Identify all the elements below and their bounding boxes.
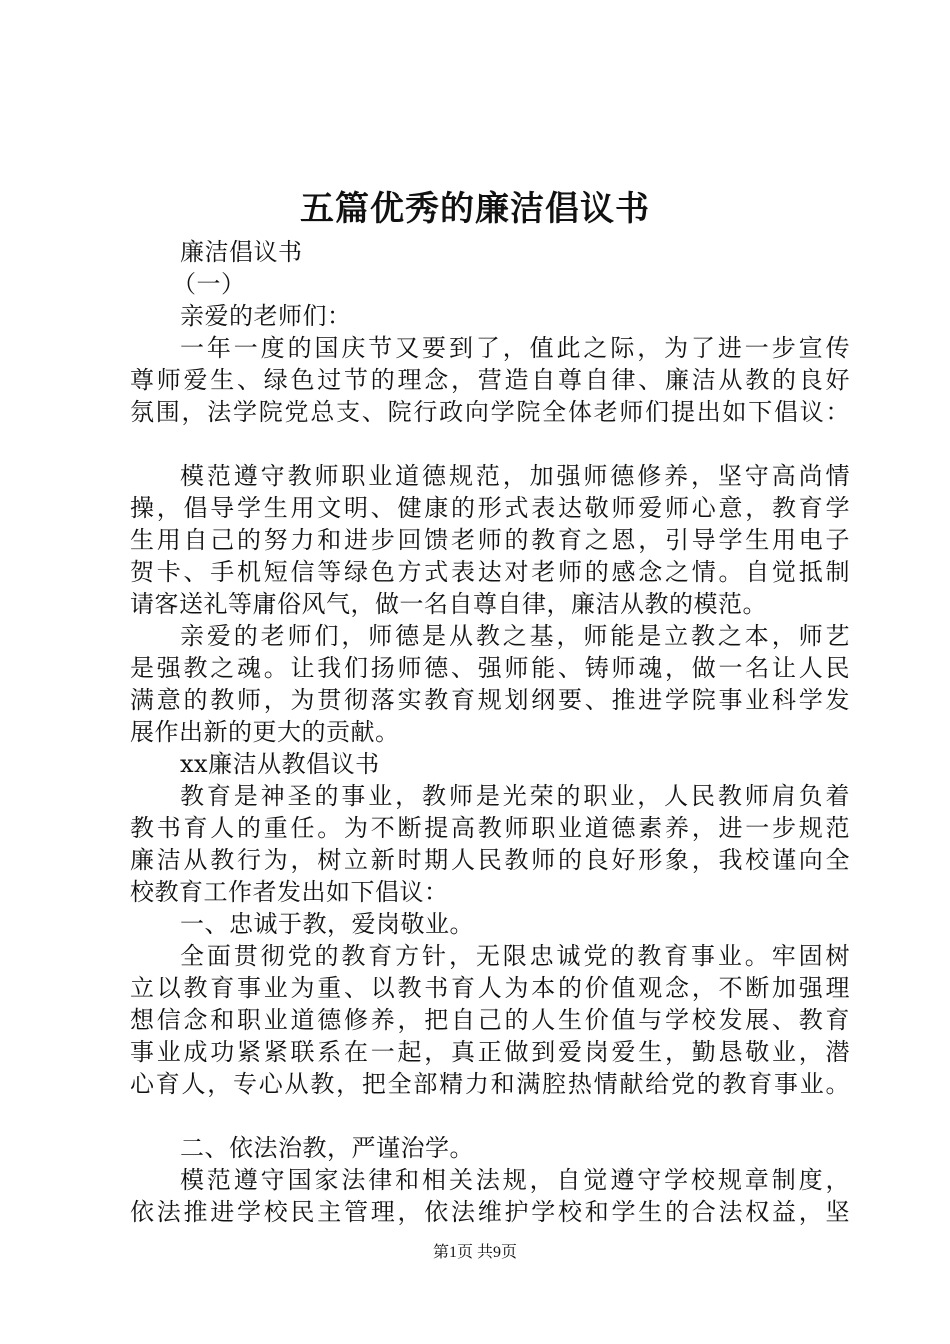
text-line: 尊师爱生、绿色过节的理念，营造自尊自律、廉洁从教的良好 (130, 366, 850, 394)
item-heading: 一、忠诚于教，爱岗敬业。 (180, 910, 474, 938)
text-line: 氛围，法学院党总支、院行政向学院全体老师们提出如下倡议： (130, 398, 850, 426)
text-line: 依法推进学校民主管理，依法维护学校和学生的合法权益，坚 (130, 1198, 850, 1226)
salutation: 亲爱的老师们： (180, 302, 352, 330)
text-line: 是强教之魂。让我们扬师德、强师能、铸师魂，做一名让人民 (130, 654, 850, 682)
text-line: 校教育工作者发出如下倡议： (130, 878, 449, 906)
blank-line (130, 1100, 850, 1132)
text-line: 立以教育事业为重、以教书育人为本的价值观念，不断加强理 (130, 974, 850, 1002)
blank-line (130, 428, 850, 460)
text-line: 展作出新的更大的贡献。 (130, 718, 400, 746)
text-line: 生用自己的努力和进步回馈老师的教育之恩，引导学生用电子 (130, 526, 850, 554)
text-line: 贺卡、手机短信等绿色方式表达对老师的感念之情。自觉抵制 (130, 558, 850, 586)
text-line: 全面贯彻党的教育方针，无限忠诚党的教育事业。牢固树 (180, 942, 850, 970)
text-line: 操，倡导学生用文明、健康的形式表达敬师爱师心意，教育学 (130, 494, 850, 522)
text-line: 模范遵守教师职业道德规范，加强师德修养，坚守高尚情 (180, 462, 850, 490)
text-line: 满意的教师，为贯彻落实教育规划纲要、推进学院事业科学发 (130, 686, 850, 714)
text-line: 廉洁从教行为，树立新时期人民教师的良好形象，我校谨向全 (130, 846, 850, 874)
text-line: 想信念和职业道德修养，把自己的人生价值与学校发展、教育 (130, 1006, 850, 1034)
text-line: 心育人，专心从教，把全部精力和满腔热情献给党的教育事业。 (130, 1070, 850, 1098)
item-heading: 二、依法治教，严谨治学。 (180, 1134, 474, 1162)
text-line: 请客送礼等庸俗风气，做一名自尊自律，廉洁从教的模范。 (130, 590, 767, 618)
text-line: 教书育人的重任。为不断提高教师职业道德素养，进一步规范 (130, 814, 850, 842)
heading-line: 廉洁倡议书 (180, 238, 303, 266)
page-footer: 第1页 共9页 (432, 1244, 517, 1261)
text-line: 亲爱的老师们，师德是从教之基，师能是立教之本，师艺 (180, 622, 850, 650)
text-line: 模范遵守国家法律和相关法规，自觉遵守学校规章制度， (180, 1166, 850, 1194)
document-body (130, 236, 850, 1228)
subheading-line: xx廉洁从教倡议书 (180, 750, 380, 778)
text-line: 一年一度的国庆节又要到了，值此之际，为了进一步宣传 (180, 334, 850, 362)
document-title: 五篇优秀的廉洁倡议书 (300, 189, 650, 229)
section-number: （一） (172, 270, 246, 298)
text-line: 事业成功紧紧联系在一起，真正做到爱岗爱生，勤恳敬业，潜 (130, 1038, 850, 1066)
text-line: 教育是神圣的事业，教师是光荣的职业，人民教师肩负着 (180, 782, 850, 810)
